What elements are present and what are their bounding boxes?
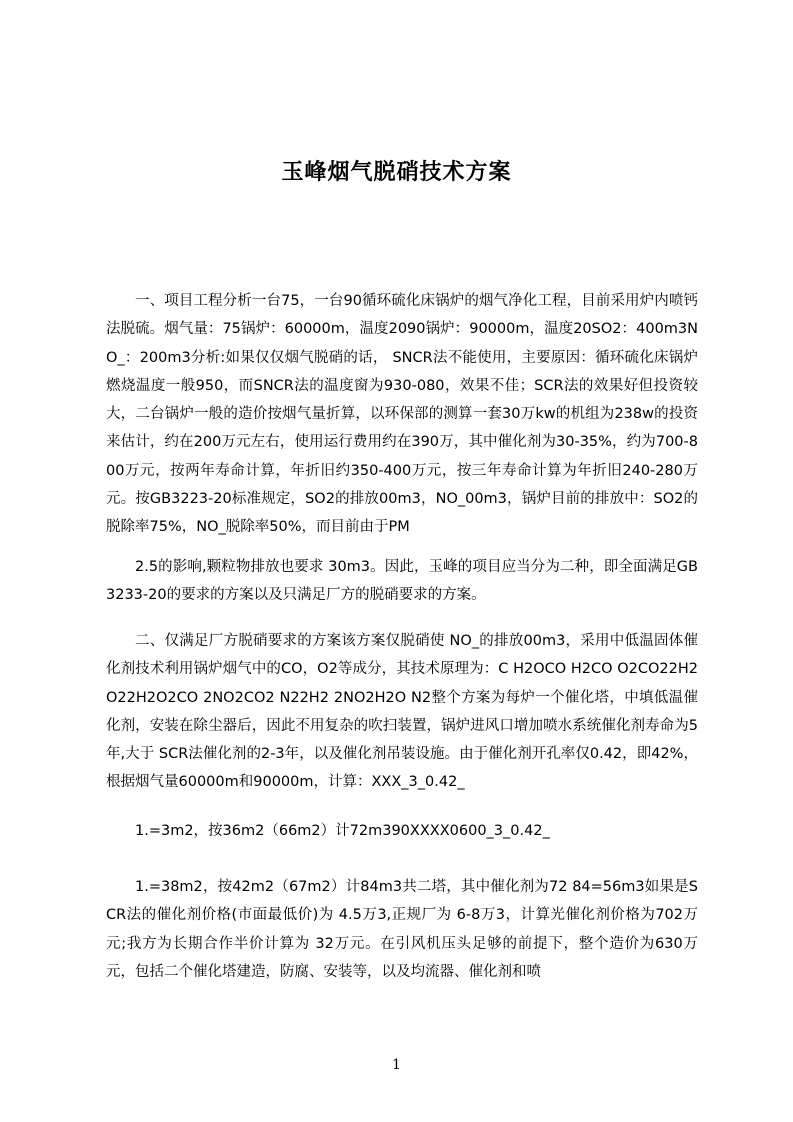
document-title: 玉峰烟气脱硝技术方案 xyxy=(281,159,512,185)
paragraph-pm25-impact: 2.5的影响,颗粒物排放也要求 30m3。因此，玉峰的项目应当分为二种，即全面满足GB3233-20的要求的方案以及只满足厂方的脱硝要求的方案。 xyxy=(106,559,698,604)
page-number: 1 xyxy=(392,1057,401,1073)
paragraph-project-analysis: 一、项目工程分析一台75，一台90循环硫化床锅炉的烟气净化工程，目前采用炉内喷钙法脱硫。烟气量：75锅炉：60000m，温度2090锅炉：90000m，温度20SO2：400m3NO_：200m3分析:如果仅仅烟气脱硝的话， SNCR法不能使用，主要原因：循环硫化床锅炉燃烧温度一般950，而SNCR法的温度窗为930-080，效果不佳；SCR法的效果好但投资较大，二台锅炉一般的造价按烟气量折算，以环保部的测算一套30万kw的机组为238w的投资来估计，约在200万元左右，使用运行费用约在390万，其中催化剂为30-35%，约为700-800万元，按两年寿命计算，年折旧约350-400万元，按三年寿命计算为年折旧240-280万元。按GB3223-20标准规定，SO2的排放00m3，NO_00m3，锅炉目前的排放中：SO2的脱除率75%，NO_脱除率50%，而目前由于PM xyxy=(106,293,698,536)
paragraph-denitration-plan: 二、仅满足厂方脱硝要求的方案该方案仅脱硝使 NO_的排放00m3，采用中低温固体催化剂技术利用锅炉烟气中的CO，O2等成分，其技术原理为：C H2OCO H2CO O2CO22H2 O22H2O2CO 2NO2CO2 N22H2 2NO2H2O N2整个方案为每炉一个催化塔，中填低温催化剂，安装在除尘器后，因此不用复杂的吹扫装置，锅炉进风口增加喷水系统催化剂寿命为5年,大于 SCR法催化剂的2-3年，以及催化剂吊装设施。由于催化剂开孔率仅0.42，即42%，根据烟气量60000m和90000m，计算：XXX_3_0.42_ xyxy=(106,633,698,791)
paragraph-calculation-line: 1.=3m2，按36m2（66m2）计72m390XXXX0600_3_0.42_ xyxy=(135,823,550,839)
paragraph-cost-estimate: 1.=38m2，按42m2（67m2）计84m3共二塔，其中催化剂为72 84=56m3如果是SCR法的催化剂价格(市面最低价)为 4.5万3,正规厂为 6-8万3，计算光催化剂价格为702万元;我方为长期合作半价计算为 32万元。在引风机压头足够的前提下，整个造价为630万元，包括二个催化塔建造，防腐、安装等，以及均流器、催化剂和喷 xyxy=(106,879,698,980)
